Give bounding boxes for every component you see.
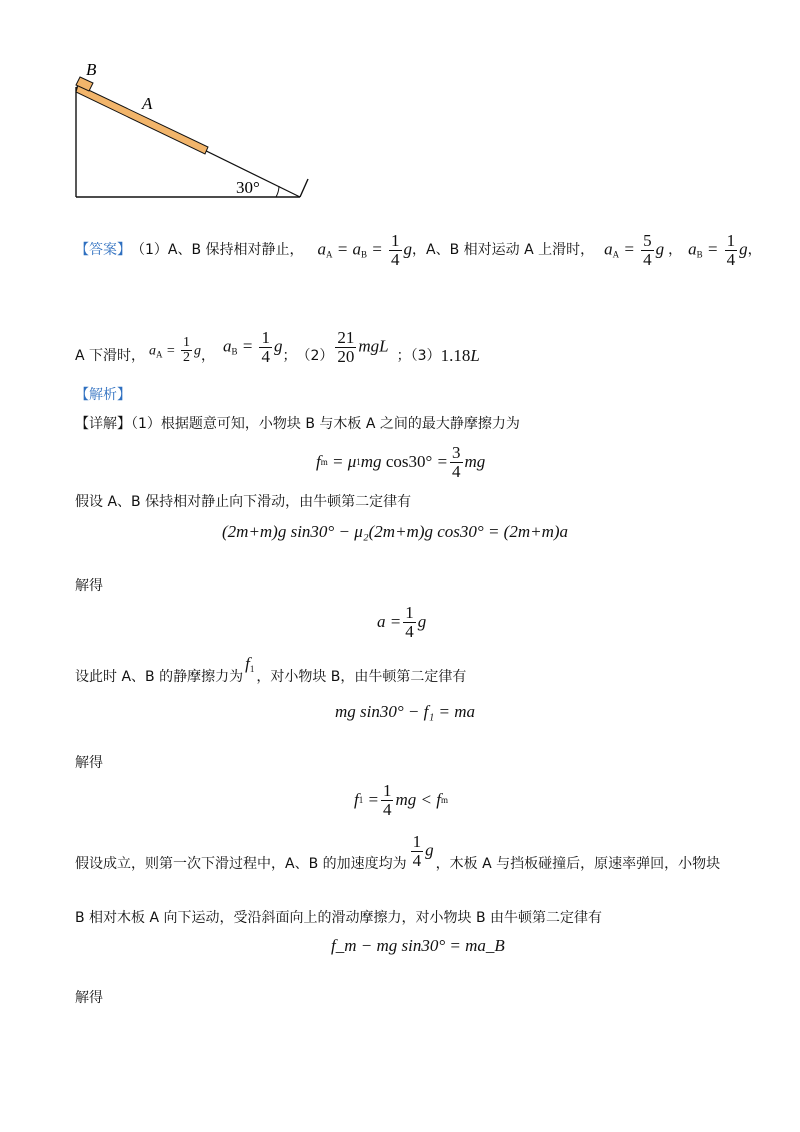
equation-1: f m = μ 1 mg cos30° = $\frac{3}{4}$ mg bbox=[316, 442, 486, 481]
answer-eq-down-b: $a_B$ = $\frac{1}{4}$ g bbox=[222, 328, 283, 367]
sentence-2: 假设 A、B 保持相对静止向下滑动，由牛顿第二定律有 bbox=[75, 494, 412, 510]
answer-part1-mid: ，A、B 相对运动 A 上滑时， bbox=[412, 242, 595, 258]
equation-3: a = $\frac{1}{4}$ g bbox=[377, 602, 427, 641]
answer-sep-1: ， bbox=[668, 242, 683, 258]
answer-eq-static: $a_A = a_B$ = $\frac{1}{4}$ g bbox=[317, 230, 413, 269]
sentence-8: 解得 bbox=[75, 990, 103, 1006]
answer-eq-part2: $\frac{21}{20}$ mgL bbox=[337, 328, 389, 367]
accel-quarter-g: $\frac{1}{4}$ g bbox=[412, 832, 434, 871]
answer-semi-1: ； bbox=[282, 348, 297, 364]
equation-5: f 1 = $\frac{1}{4}$ mg < f m bbox=[354, 780, 448, 819]
equation-6: f_m − mg sin30° = ma_B bbox=[331, 936, 505, 955]
detail-line-1 bbox=[75, 414, 520, 434]
label-a: A bbox=[142, 94, 153, 113]
equation-2: (2m+m)g sin30° − μ₂(2m+m)g cos30° = (2m+m)a bbox=[222, 522, 569, 541]
analysis-tag: 【解析】 bbox=[75, 387, 131, 403]
stopper-plate bbox=[300, 179, 308, 197]
answer-eq-down-a: $a_A$ = $\frac{1}{2}$ g bbox=[149, 334, 201, 366]
answer-tag: 【答案】 bbox=[75, 242, 131, 258]
answer-down-prefix: A 下滑时， bbox=[75, 348, 146, 364]
angle-label: 30° bbox=[236, 178, 260, 197]
sentence-5: 解得 bbox=[75, 755, 103, 771]
sentence-7: B 相对木板 A 向下运动，受沿斜面向上的滑动摩擦力，对小物块 B 由牛顿第二定律有 bbox=[75, 910, 603, 926]
f1-symbol: $f_1$ bbox=[245, 654, 255, 674]
answer-sep-3: ， bbox=[200, 348, 215, 364]
equation-4: mg sin30° − f₁ = ma bbox=[335, 702, 476, 721]
answer-part2: （2） bbox=[296, 348, 334, 364]
answer-part3: ；（3） bbox=[396, 348, 441, 364]
detail-sentence-1: （1）根据题意可知，小物块 B 与木板 A 之间的最大静摩擦力为 bbox=[131, 416, 520, 432]
answer-eq-up-a: $a_A$ = $\frac{5}{4}$ g bbox=[604, 230, 665, 269]
label-b: B bbox=[86, 60, 97, 79]
sentence-6: 假设成立，则第一次下滑过程中，A、B 的加速度均为 $\frac{1}{4}$ g ，木板 A 与挡板碰撞后，原速率弹回，小物块 bbox=[75, 832, 721, 872]
answer-part3-value: 1.18L bbox=[440, 346, 480, 365]
sentence-4: 设此时 A、B 的静摩擦力为 $f_1$ ，对小物块 B，由牛顿第二定律有 bbox=[75, 654, 467, 685]
angle-arc bbox=[276, 186, 279, 197]
answer-sep-2: ， bbox=[747, 242, 762, 258]
answer-eq-up-b: $a_B$ = $\frac{1}{4}$ g bbox=[688, 230, 748, 269]
answer-line-2 bbox=[75, 318, 480, 366]
sentence-3: 解得 bbox=[75, 578, 103, 594]
answer-line-1 bbox=[75, 230, 762, 270]
detail-tag: 【详解】 bbox=[75, 416, 131, 432]
answer-part1-intro: （1）A、B 保持相对静止， bbox=[131, 242, 304, 258]
incline-diagram bbox=[60, 55, 330, 205]
